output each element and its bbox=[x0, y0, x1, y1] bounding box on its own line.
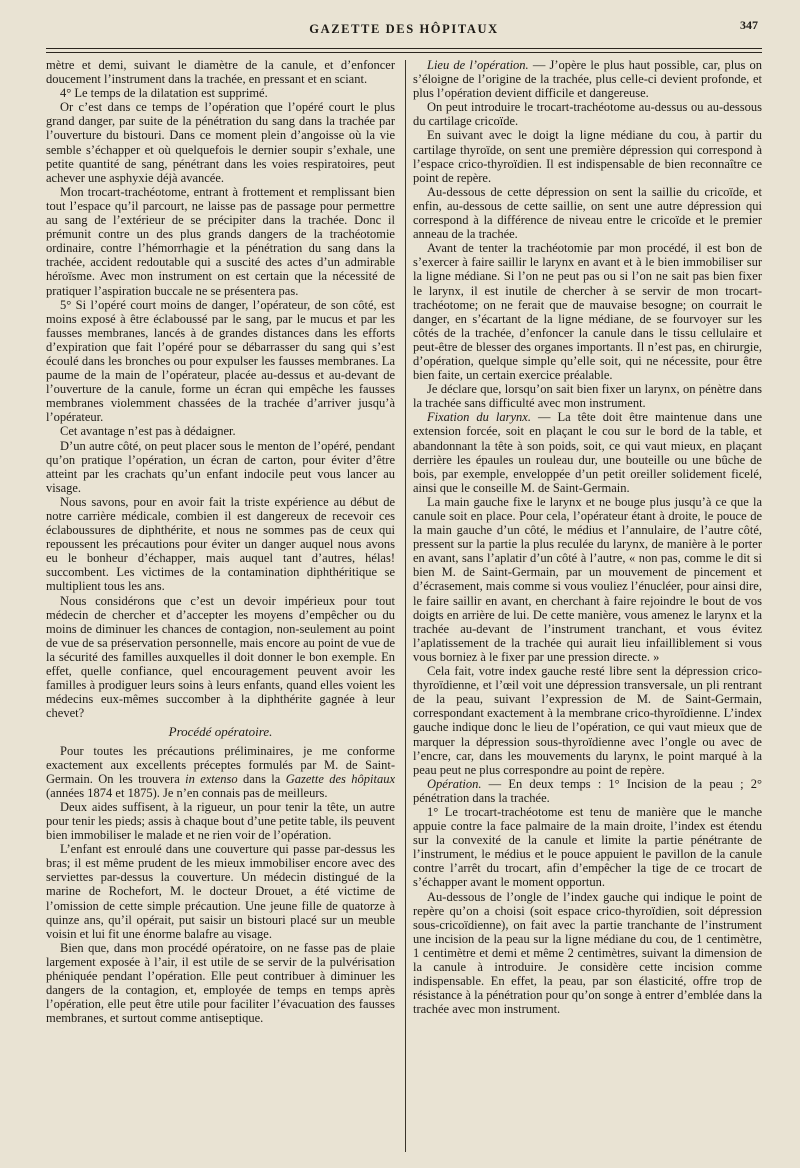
page-number: 347 bbox=[740, 18, 758, 32]
subheading: Opération. bbox=[427, 776, 482, 791]
paragraph: On peut introduire le trocart-trachéotome au-dessus ou au-dessous du cartilage cricoïde. bbox=[413, 100, 762, 129]
paragraph: Mon trocart-trachéotome, entrant à frottement et remplissant bien tout l’espace qu’il parcourt, ne laisse pas de passage pour permettre au sang de l’extérieur de se précipiter dans la trachée. Donc il prémunit contre un des plus grands dangers de la trachéotomie ordinaire, contre l’hémorrhagie et la pénétration du sang dans la trachée, accident redoutable qui a suscité des actes d’un admirable héroïsme. Avec mon instrument on est certain que la nécessité de pratiquer l’aspiration buccale ne se présentera pas. bbox=[46, 184, 395, 298]
paragraph: Or c’est dans ce temps de l’opération que l’opéré court le plus grand danger, par suite de la pénétration du sang dans la trachée par l’ouverture du bistouri. Dans ce moment plein d’angoisse où la vie semble s’échapper et où quelquefois le dernier soupir s’exhale, une petite quantité de sang, pénétrant dans les voies respiratoires, peut achever une asphyxie déjà avancée. bbox=[46, 100, 395, 185]
section-title: Procédé opératoire. bbox=[168, 724, 273, 740]
paragraph: L’enfant est enroulé dans une couverture qui passe par-dessus les bras; il est même prudent de les mieux immobiliser encore avec des serviettes par-dessus la couverture. Un médecin distingué de la marine de Rochefort, M. le docteur Drouet, a été victime de l’omission de cette simple précaution. Une jeune fille de quatorze à quinze ans, qu’il opérait, put saisir un bistouri placé sur un meuble voisin et lui fit une énorme balafre au visage. bbox=[46, 842, 395, 941]
text-run: — J’opère le plus haut possible, car, plus on s’éloigne de l’origine de la trachée, plus celle-ci devient profonde, et plus l’opération devient difficile et dangereuse. bbox=[413, 58, 762, 101]
subheading: Lieu de l’opération. bbox=[427, 58, 529, 72]
running-title: GAZETTE DES HÔPITAUX bbox=[309, 22, 499, 36]
paragraph: Deux aides suffisent, à la rigueur, un pour tenir la tête, un autre pour tenir les pieds; assis à chaque bout d’une petite table, ils peuvent bien immobiliser le malade et ne rien voir de l’opération. bbox=[46, 799, 395, 843]
paragraph bbox=[413, 58, 762, 100]
page-header bbox=[46, 0, 762, 44]
text-run: dans la bbox=[237, 771, 286, 786]
paragraph bbox=[413, 777, 762, 805]
paragraph: Je déclare que, lorsqu’on sait bien fixer un larynx, on pénètre dans la trachée sans difficulté avec mon instrument. bbox=[413, 382, 762, 411]
paragraph: mètre et demi, suivant le diamètre de la canule, et d’enfoncer doucement l’instrument dans la trachée, en pressant et en sciant. bbox=[46, 58, 395, 87]
paragraph: 5° Si l’opéré court moins de danger, l’opérateur, de son côté, est moins exposé à être éclaboussé par le sang, par le mucus et par les fausses membranes, lancés à de grandes distances dans les efforts d’expiration que fait l’opéré pour se débarrasser du sang qui s’est écoulé dans les bronches ou pour expulser les fausses membranes. La paume de la main de l’opérateur, placée au-dessus et au-devant de l’ouverture de la canule, forme un écran qui empêche les fausses membranes violemment chassées de la trachée d’arriver jusqu’à l’opérateur. bbox=[46, 297, 395, 425]
paragraph: Au-dessous de cette dépression on sent la saillie du cricoïde, et enfin, au-dessous de cette saillie, on sent une autre dépression qui correspond à la différence de niveau entre le cricoïde et le premier anneau de la trachée. bbox=[413, 184, 762, 242]
paragraph bbox=[413, 410, 762, 495]
paragraph: Nous considérons que c’est un devoir impérieux pour tout médecin de chercher et d’accepter les moyens d’empêcher ou du moins de diminuer les chances de contagion, non-seulement au point de vue de sa préservation personnelle, mais encore au point de vue de la sécurité des familles auxquelles il doit donner le bon exemple. En effet, quelle confiance, quel encouragement peuvent avoir les familles à prodiguer leurs soins à leurs enfants, quand elles voient les médecins eux-mêmes succomber à la diphthérite gagnée à leur chevet? bbox=[46, 593, 395, 721]
paragraph bbox=[46, 744, 395, 800]
text-columns bbox=[46, 58, 762, 1154]
paragraph: Bien que, dans mon procédé opératoire, on ne fasse pas de plaie largement exposée à l’air, il est utile de se servir de la pulvérisation phéniquée pendant l’opération. Elle peut contribuer à diminuer les dangers de la contagion, et, employée de temps en temps après l’opération, elle peut être utile pour faciliter l’évacuation des fausses membranes, et surtout comme antiseptique. bbox=[46, 940, 395, 1026]
paragraph: 4° Le temps de la dilatation est supprimé. bbox=[60, 86, 268, 101]
subheading: Fixation du larynx. bbox=[427, 410, 531, 425]
right-column bbox=[413, 58, 762, 1154]
paragraph: D’un autre côté, on peut placer sous le menton de l’opéré, pendant qu’on pratique l’opération, un écran de carton, pour éviter d’être atteint par les crachats qu’un enfant indocile peut vous lancer au visage. bbox=[46, 438, 395, 495]
left-column bbox=[46, 58, 395, 1154]
paragraph: Au-dessous de l’ongle de l’index gauche qui indique le point de repère qu’on a choisi (soit espace crico-thyroïdien, soit dépression sous-cricoïdienne), on fait avec la partie tranchante de l’instrument une incision de la peau sur la ligne médiane du cou, de 1 centimètre, 1 centimètre et demi et même 2 centimètres, suivant la dimension de la canule à introduire. Je considère cette incision comme indispensable. En effet, la peau, par son élasticité, offre trop de résistance à la pénétration pour qu’on songe à entrer d’emblée dans la trachée avec mon instrument. bbox=[413, 889, 762, 1017]
paragraph: Cet avantage n’est pas à dédaigner. bbox=[60, 424, 236, 439]
paragraph: Cela fait, votre index gauche resté libre sent la dépression crico-thyroïdienne, et l’œil voit une dépression transversale, un pli rentrant de la peau, suivant l’expression de M. de Saint-Germain, correspondant exactement à la membrane crico-thyroïdienne. L’index gauche indique donc le lieu de l’opération, ce qui vaut mieux que de marquer la dépression sous-thyroïdienne avec l’ongle ou avec de l’encre, car, dans les mouvements du larynx, le point marqué à la peau peut ne plus correspondre au point de repère. bbox=[413, 664, 762, 777]
paragraph: En suivant avec le doigt la ligne médiane du cou, à partir du cartilage thyroïde, on sent une première dépression qui correspond à l’espace crico-thyroïdien. Il est indispensable de bien reconnaître ce point de repère. bbox=[413, 128, 762, 185]
journal-title: Gazette des hôpitaux bbox=[285, 771, 395, 786]
text-run: — En deux temps : 1° Incision de la peau ; 2° pénétration dans la trachée. bbox=[413, 776, 762, 805]
italic-run: in extenso bbox=[185, 771, 238, 786]
paragraph: La main gauche fixe le larynx et ne bouge plus jusqu’à ce que la canule soit en place. Pour cela, l’opérateur étant à droite, le pouce de la main gauche d’un côté, le médius et l’annulaire, de l’autre côté, pressent sur la partie la plus reculée du larynx, de manière à le porter en avant, sans l’aplatir d’un côté à l’autre, « non pas, comme le dit si bien M. de Saint-Germain, par un mouvement de pincement et d’écrasement, mais comme si vous vouliez l’énucléer, pour ainsi dire, le faire saillir en avant, en cherchant à faire rejoindre le bout de vos doigts en arrière de lui. De cette manière, vous amenez le larynx et la trachée au-devant de l’instrument tranchant, et vous évitez l’aplatissement de la trachée qui aurait lieu infailliblement si vous vous borniez à le fixer par une pression directe. » bbox=[413, 494, 762, 664]
header-rule-thin bbox=[46, 52, 762, 53]
text-run: Pour toutes les précautions préliminaires, je me conforme exactement aux excellents préceptes formulés par M. de Saint-Germain. On les trouvera bbox=[46, 743, 395, 786]
paragraph: 1° Le trocart-trachéotome est tenu de manière que le manche appuie contre la face palmaire de la main droite, l’index est étendu sur la convexité de la canule et limite la partie pénétrante de l’instrument, le médius et le pouce appuient le pavillon de la canule contre l’arrêt du trocart, afin d’empêcher la tige de ce trocart de s’échapper avant le moment opportun. bbox=[413, 804, 762, 890]
paragraph: Nous savons, pour en avoir fait la triste expérience au début de notre carrière médicale, combien il est dangereux de recevoir ces éclaboussures de diphthérite, et nous ne sommes pas de ceux qui repoussent les précautions pour éviter un danger auquel nous avons eu le bonheur d’échapper, mais auquel tant d’autres, hélas! succombent. Les victimes de la contamination diphthéritique se multiplient tous les ans. bbox=[46, 494, 395, 594]
text-run: — La tête doit être maintenue dans une extension forcée, soit en plaçant le cou sur le bord de la table, et abandonnant la tête à son poids, soit, ce qui vaut mieux, en plaçant derrière les épaules un rouleau dur, une bouteille ou une bûche de bois, par exemple, enveloppée d’un petit oreiller solidement ficelé, ainsi que le conseille M. de Saint-Germain. bbox=[413, 410, 762, 495]
text-run: (années 1874 et 1875). Je n’en connais pas de meilleurs. bbox=[46, 785, 328, 800]
header-rule bbox=[46, 48, 762, 49]
paragraph: Avant de tenter la trachéotomie par mon procédé, il est bon de s’exercer à faire saillir le larynx en avant et à le bien immobiliser sur la ligne médiane. Si l’on ne peut pas ou si l’on ne sait pas bien fixer le larynx, il est inutile de chercher à se servir de mon trocart-trachéotome; on ne ferait que de mauvaise besogne; on courrait le danger, en s’écartant de la ligne médiane, de se fourvoyer sur les côtés de la trachée, d’enfoncer la canule dans le tissu cellulaire et peut-être de blesser des organes importants. Il n’est pas, en chirurgie, d’opération, quelque simple qu’elle soit, qui ne nécessite, pour être bien faite, un certain exercice préalable. bbox=[413, 241, 762, 383]
